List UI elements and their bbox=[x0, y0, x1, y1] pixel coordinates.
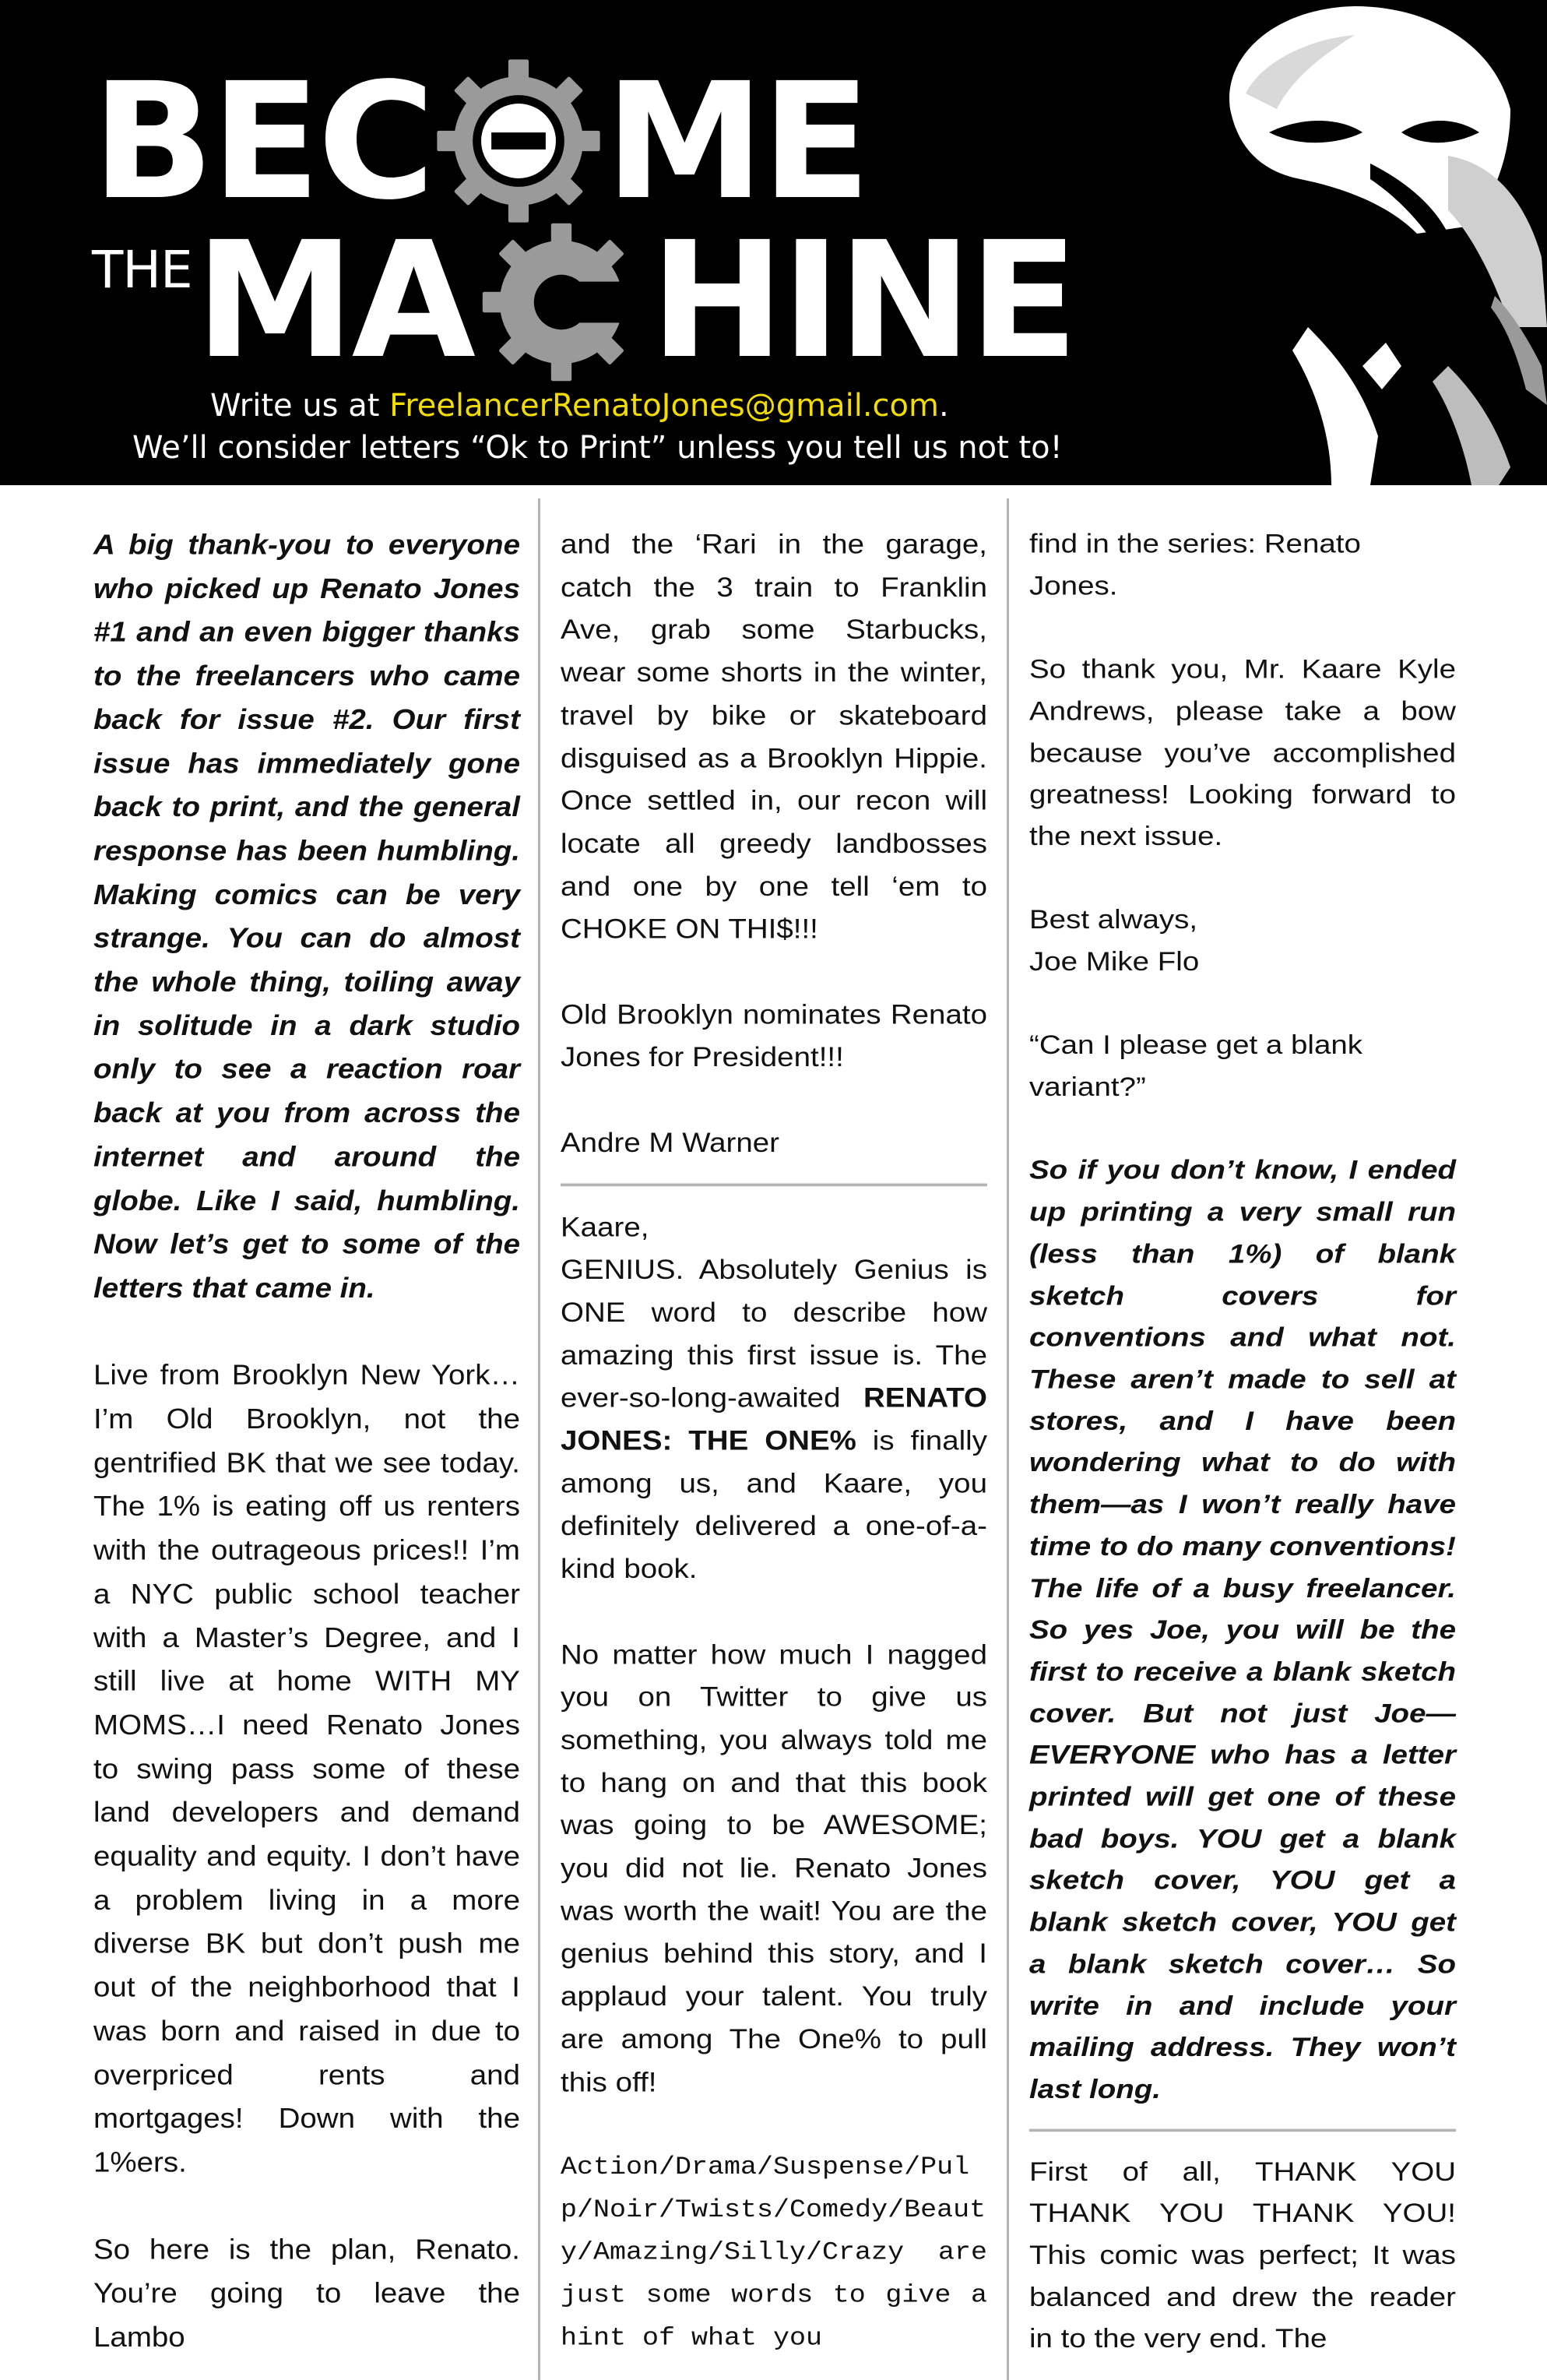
letter-divider bbox=[1029, 2128, 1456, 2132]
letter2-continued: find in the series: Renato Jones. bbox=[1029, 529, 1361, 601]
letter1-nomination: Old Brooklyn nominates Renato Jones for President!!! bbox=[561, 999, 987, 1073]
write-us-prefix: Write us at bbox=[210, 388, 390, 424]
letter2-text-b: is finally among us, and Kaare, you definitely delivered a one-of-a-kind book. bbox=[561, 1425, 987, 1585]
editor-reply: So if you don’t know, I ended up printing a very small run (less than 1%) of blank sketch covers for conventions and what not. These aren’t made to sell at stores, and I have been wondering what to do with them—as I won’t really have time to do many conventions! The life of a busy freelancer. So yes Joe, you will be the first to receive a blank sketch cover. But not just Joe— EVERYONE who has a letter printed will get one of these bad boys. YOU get a blank sketch cover, YOU get a blank sketch cover, YOU get a blank sketch cover… So write in and include your mailing address. They won’t last long. bbox=[1029, 1155, 1456, 2105]
letter1-paragraph: Live from Brooklyn New York… I’m Old Brooklyn, not the gentrified BK that we see today. The 1% is eating off us renters with the outrageous prices!! I’m a NYC public school teacher with a Master’s Degree, and I still live at home WITH MY MOMS…I need Renato Jones to swing pass some of these land developers and demand equality and equity. I don’t have a problem living in a more diverse BK but don’t push me out of the neighborhood that I was born and raised in due to overpriced rents and mortgages! Down with the 1%ers. bbox=[93, 1360, 520, 2178]
ok-to-print-notice: We’ll consider letters “Ok to Print” unless you tell us not to! bbox=[132, 430, 1063, 466]
column-1 bbox=[93, 523, 520, 2360]
letter2-paragraph-3: Action/Drama/Suspense/Pulp/Noir/Twists/Comedy/Beauty/Amazing/Silly/Crazy are just some words to give a hint of what you bbox=[561, 2153, 987, 2353]
letter1-continued: and the ‘Rari in the garage, catch the 3 train to Franklin Ave, grab some Starbucks, wear some shorts in the winter, travel by bike or skateboard disguised as a Brooklyn Hippie. Once settled in, our recon will locate all greedy landbosses and one by one tell ‘em to CHOKE ON THI$!!! bbox=[561, 529, 987, 945]
title-become-part-2: ME bbox=[604, 48, 868, 235]
title-machine-part-1: MA bbox=[195, 207, 473, 394]
title-the: THE bbox=[92, 240, 192, 300]
letter2-salutation: Kaare, bbox=[561, 1211, 649, 1243]
title-become bbox=[92, 48, 868, 235]
letters-header bbox=[0, 0, 1547, 485]
letter2-signature: Joe Mike Flo bbox=[1029, 946, 1200, 977]
gear-minus-icon bbox=[434, 56, 603, 226]
column-divider-1 bbox=[538, 498, 540, 2380]
write-us-suffix: . bbox=[938, 388, 949, 424]
gear-c-icon bbox=[476, 217, 647, 388]
contact-email-link[interactable]: FreelancerRenatoJones@gmail.com bbox=[389, 388, 939, 424]
letter2-postscript: “Can I please get a blank variant?” bbox=[1029, 1030, 1363, 1102]
letter3-paragraph-1: First of all, THANK YOU THANK YOU THANK YOU! This comic was perfect; It was balanced and drew the reader in to the very end. The bbox=[1029, 2156, 1456, 2354]
letter2-text-a: GENIUS. Absolutely Genius is ONE word to describe how amazing this first issue is. The ever-so-long-awaited bbox=[561, 1254, 987, 1414]
letter1-plan: So here is the plan, Renato. You’re going to leave the Lambo bbox=[93, 2234, 520, 2354]
letter2-closing: Best always, bbox=[1029, 904, 1198, 935]
title-machine-part-2: HINE bbox=[650, 207, 1076, 394]
title-become-part-1: BEC bbox=[92, 48, 432, 235]
book-title: RENATO JONES: THE ONE% bbox=[561, 1382, 987, 1456]
letter1-signature: Andre M Warner bbox=[561, 1127, 779, 1159]
letter2-thanks: So thank you, Mr. Kaare Kyle Andrews, please take a bow because you’ve accomplished greatness! Looking forward to the next issue. bbox=[1029, 654, 1456, 852]
masked-face-illustration bbox=[1106, 0, 1547, 485]
title-the-machine bbox=[92, 207, 1076, 394]
letter2-paragraph-2: No matter how much I nagged you on Twitter to give us something, you always told me to hang on and that this book was going to be AWESOME; you did not lie. Renato Jones was worth the wait! You are the genius behind this story, and I applaud your talent. You truly are among The One% to pull this off! bbox=[561, 1639, 987, 2098]
letter2-paragraph-1 bbox=[561, 1248, 987, 1590]
column-3 bbox=[1029, 523, 1456, 2360]
column-2 bbox=[561, 523, 987, 2360]
letter-divider bbox=[561, 1183, 987, 1186]
write-us-line bbox=[210, 388, 949, 424]
column-divider-2 bbox=[1007, 498, 1009, 2380]
editor-intro: A big thank-you to everyone who picked up Renato Jones #1 and an even bigger thanks to the freelancers who came back for issue #2. Our first issue has immediately gone back to print, and the general response has been humbling. Making comics can be very strange. You can do almost the whole thing, toiling away in solitude in a dark studio only to see a reaction roar back at you from across the internet and around the globe. Like I said, humbling. Now let’s get to some of the letters that came in. bbox=[93, 529, 520, 1304]
